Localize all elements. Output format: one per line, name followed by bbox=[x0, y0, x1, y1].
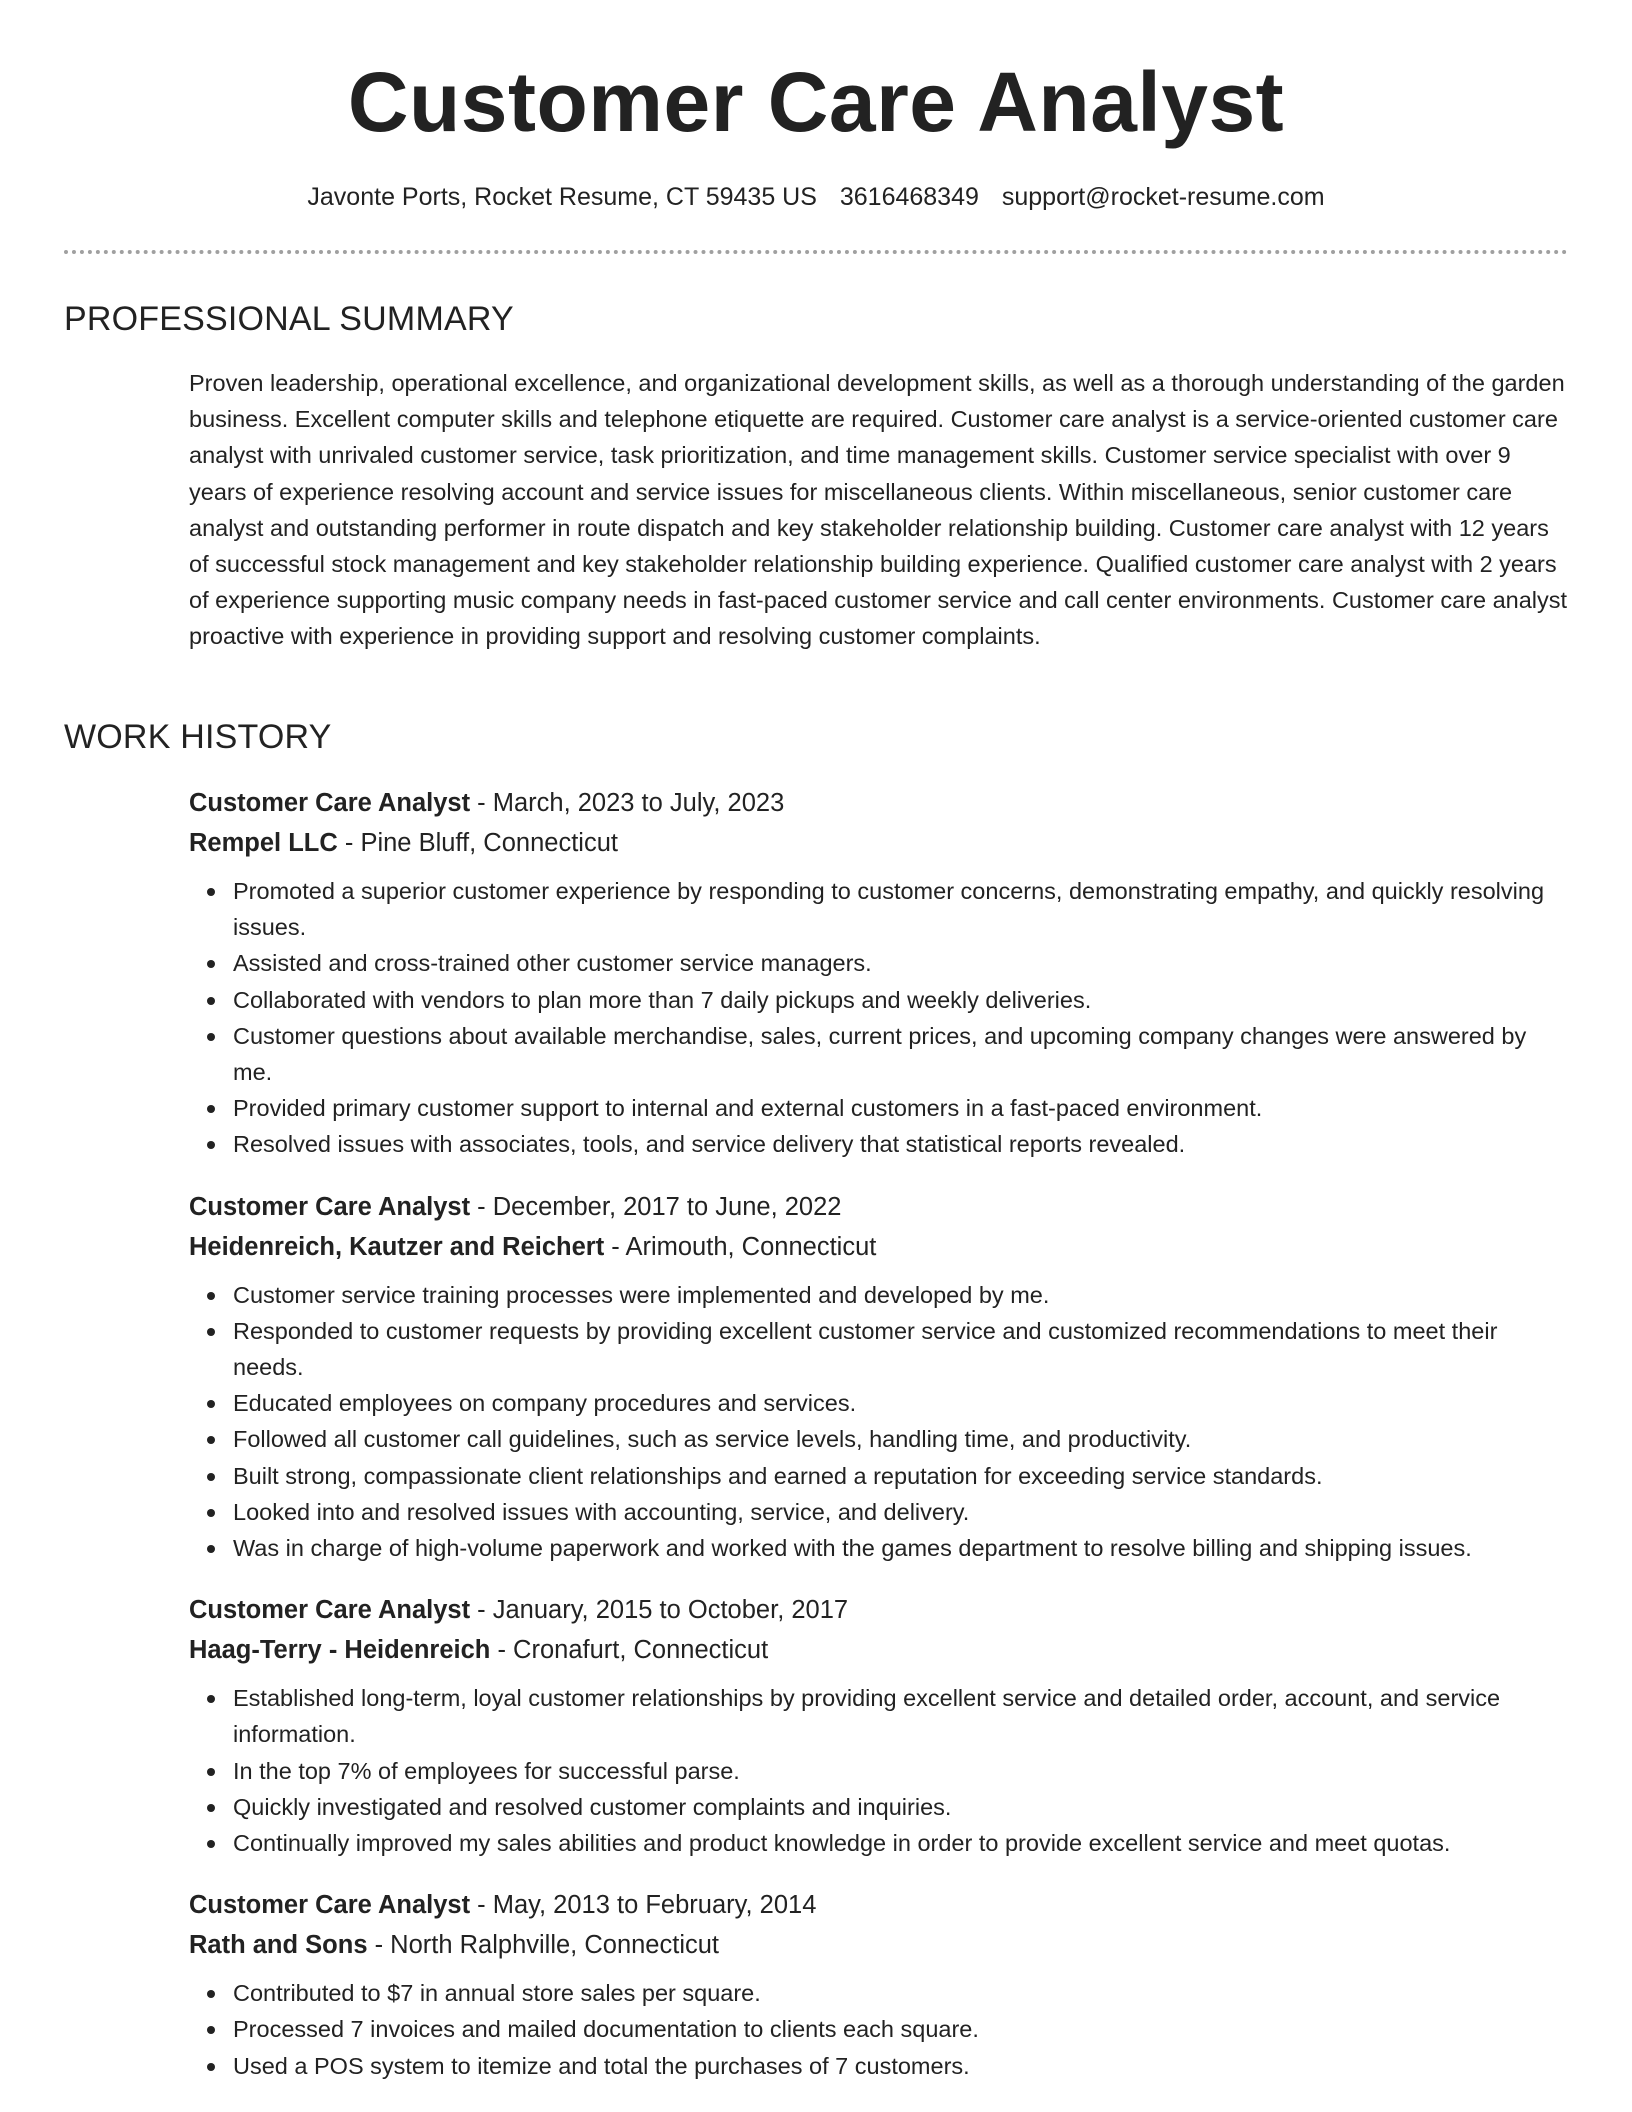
job-dates: - January, 2015 to October, 2017 bbox=[477, 1596, 849, 1625]
job-role: Customer Care Analyst bbox=[189, 1596, 471, 1625]
job-company: Heidenreich, Kautzer and Reichert bbox=[189, 1232, 605, 1261]
job-role-line bbox=[189, 1187, 1569, 1227]
job-bullet: Processed 7 invoices and mailed documentation to clients each square. bbox=[233, 2011, 1569, 2047]
job-entry bbox=[189, 1885, 1569, 2084]
job-entry bbox=[189, 783, 1569, 1163]
contact-phone: 3616468349 bbox=[839, 183, 979, 211]
job-bullets bbox=[189, 1680, 1569, 1861]
job-dates: - May, 2013 to February, 2014 bbox=[477, 1891, 817, 1920]
job-bullet: Customer questions about available merchandise, sales, current prices, and upcoming company changes were answered by me. bbox=[233, 1018, 1569, 1090]
work-history-heading: WORK HISTORY bbox=[64, 718, 332, 756]
contact-line bbox=[0, 180, 1632, 214]
resume-title: Customer Care Analyst bbox=[347, 55, 1285, 149]
job-dates: - December, 2017 to June, 2022 bbox=[477, 1192, 842, 1221]
job-company-line bbox=[189, 1227, 1569, 1267]
job-location: - North Ralphville, Connecticut bbox=[374, 1931, 720, 1960]
job-company-line bbox=[189, 1925, 1569, 1965]
job-bullet: Collaborated with vendors to plan more than 7 daily pickups and weekly deliveries. bbox=[233, 982, 1569, 1018]
job-location: - Arimouth, Connecticut bbox=[611, 1232, 877, 1261]
job-bullet: Contributed to $7 in annual store sales per square. bbox=[233, 1975, 1569, 2011]
job-company: Haag-Terry - Heidenreich bbox=[189, 1636, 491, 1665]
job-bullet: Continually improved my sales abilities and product knowledge in order to provide excellent service and meet quotas. bbox=[233, 1825, 1569, 1861]
job-dates: - March, 2023 to July, 2023 bbox=[477, 789, 785, 817]
job-role-line bbox=[189, 1590, 1569, 1630]
job-bullets bbox=[189, 873, 1569, 1163]
job-bullet: In the top 7% of employees for successful parse. bbox=[233, 1753, 1569, 1789]
job-bullet: Used a POS system to itemize and total the purchases of 7 customers. bbox=[233, 2048, 1569, 2084]
job-role-line bbox=[189, 1885, 1569, 1925]
job-bullet: Assisted and cross-trained other customer service managers. bbox=[233, 945, 1569, 981]
job-bullet: Responded to customer requests by providing excellent customer service and customized recommendations to meet their needs. bbox=[233, 1313, 1569, 1385]
job-company-line bbox=[189, 1630, 1569, 1670]
job-bullet: Provided primary customer support to internal and external customers in a fast-paced environment. bbox=[233, 1090, 1569, 1126]
summary-text: Proven leadership, operational excellence, and organizational development skills, as well as a thorough understanding of the garden business. Excellent computer skills and telephone etiquette are required. Customer care analyst is a service-oriented customer care analyst with unrivaled customer service, task prioritization, and time management skills. Customer service specialist with over 9 years of experience resolving account and service issues for miscellaneous clients. Within miscellaneous, senior customer care analyst and outstanding performer in route dispatch and key stakeholder relationship building. Customer care analyst with 12 years of successful stock management and key stakeholder relationship building experience. Qualified customer care analyst with 2 years of experience supporting music company needs in fast-paced customer service and call center environments. Customer care analyst proactive with experience in providing support and resolving customer complaints. bbox=[189, 370, 1568, 650]
job-location: - Pine Bluff, Connecticut bbox=[344, 829, 618, 857]
job-entry bbox=[189, 1187, 1569, 1567]
job-bullet: Customer service training processes were implemented and developed by me. bbox=[233, 1277, 1569, 1313]
job-company: Rempel LLC bbox=[189, 829, 338, 857]
job-role: Customer Care Analyst bbox=[189, 789, 471, 817]
job-bullet: Educated employees on company procedures and services. bbox=[233, 1385, 1569, 1421]
job-location: - Cronafurt, Connecticut bbox=[497, 1636, 769, 1665]
header-divider bbox=[64, 250, 1568, 254]
job-bullets bbox=[189, 1975, 1569, 2084]
job-bullet: Was in charge of high-volume paperwork and worked with the games department to resolve billing and shipping issues. bbox=[233, 1530, 1569, 1566]
job-company-line bbox=[189, 823, 1569, 863]
job-bullet: Resolved issues with associates, tools, and service delivery that statistical reports revealed. bbox=[233, 1126, 1569, 1162]
contact-address: Javonte Ports, Rocket Resume, CT 59435 US bbox=[307, 183, 817, 211]
job-role-line bbox=[189, 783, 1569, 823]
job-role: Customer Care Analyst bbox=[189, 1192, 471, 1221]
job-role: Customer Care Analyst bbox=[189, 1891, 471, 1920]
summary-heading: PROFESSIONAL SUMMARY bbox=[64, 300, 514, 338]
work-history bbox=[189, 783, 1569, 2108]
job-bullet: Followed all customer call guidelines, such as service levels, handling time, and productivity. bbox=[233, 1421, 1569, 1457]
job-bullet: Promoted a superior customer experience by responding to customer concerns, demonstrating empathy, and quickly resolving issues. bbox=[233, 873, 1569, 945]
job-company: Rath and Sons bbox=[189, 1931, 368, 1960]
job-bullet: Built strong, compassionate client relationships and earned a reputation for exceeding service standards. bbox=[233, 1458, 1569, 1494]
job-bullets bbox=[189, 1277, 1569, 1567]
job-bullet: Established long-term, loyal customer relationships by providing excellent service and detailed order, account, and service information. bbox=[233, 1680, 1569, 1752]
contact-email: support@rocket-resume.com bbox=[1001, 183, 1325, 211]
job-bullet: Looked into and resolved issues with accounting, service, and delivery. bbox=[233, 1494, 1569, 1530]
job-bullet: Quickly investigated and resolved customer complaints and inquiries. bbox=[233, 1789, 1569, 1825]
job-entry bbox=[189, 1590, 1569, 1861]
